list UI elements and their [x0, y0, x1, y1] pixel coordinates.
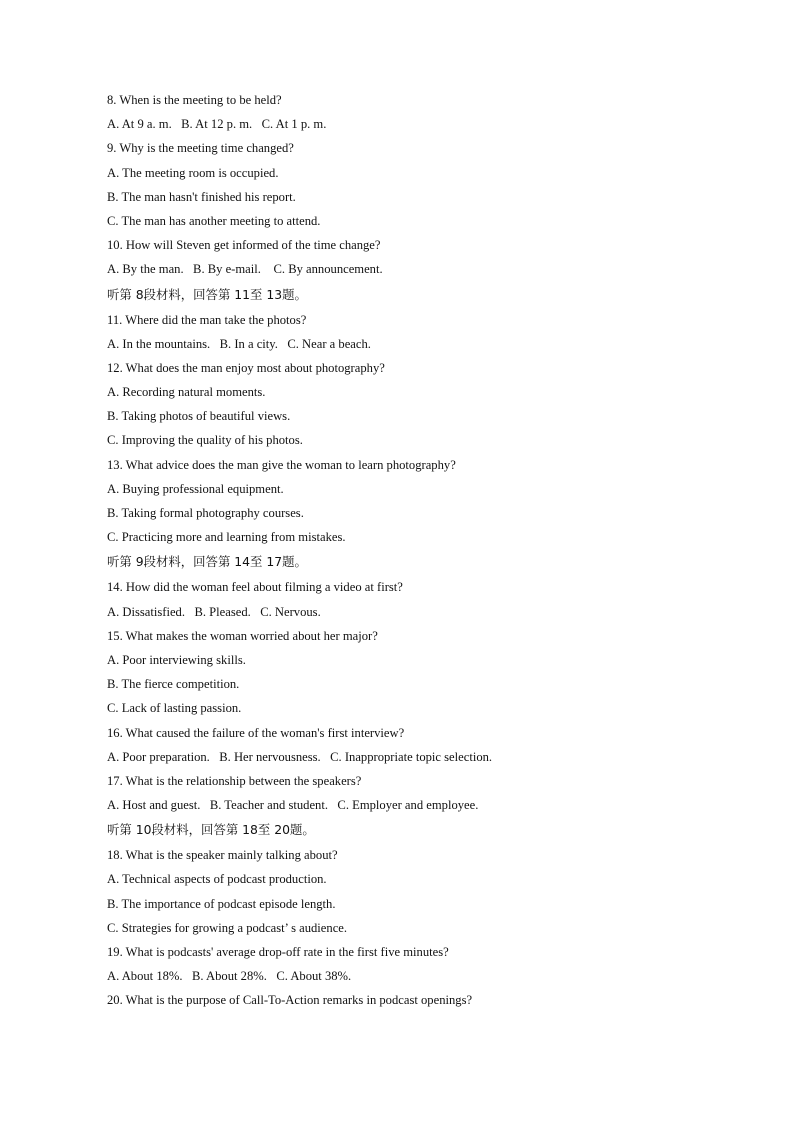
question-text: 19. What is podcasts' average drop-off rate in the first five minutes? [107, 945, 449, 959]
question-text: 10. How will Steven get informed of the time change? [107, 238, 381, 253]
answer-options: C. Lack of lasting passion. [107, 701, 242, 716]
question-text: 20. What is the purpose of Call-To-Action remarks in podcast openings? [107, 993, 473, 1008]
answer-options: C. The man has another meeting to attend. [107, 213, 321, 228]
answer-options: A. In the mountains. B. In a city. C. Near a beach. [107, 336, 371, 351]
answer-options: A. About 18%. B. About 28%. C. About 38%. [107, 969, 352, 984]
answer-options: C. Practicing more and learning from mistakes. [107, 530, 346, 545]
answer-options: C. Strategies for growing a podcast’ s audience. [107, 920, 348, 935]
question-text: 15. What makes the woman worried about her major? [107, 628, 378, 643]
answer-options: A. The meeting room is occupied. [107, 165, 279, 180]
question-text: 17. What is the relationship between the speakers? [107, 773, 362, 788]
answer-options: B. The fierce competition. [107, 677, 240, 692]
question-text: 11. Where did the man take the photos? [107, 312, 307, 327]
question-text: 16. What caused the failure of the woman's first interview? [107, 725, 405, 740]
answer-options: B. Taking photos of beautiful views. [107, 409, 291, 424]
section-heading: 听第 8段材料，回答第 11至 13题。 [107, 286, 307, 302]
answer-options: A. Dissatisfied. B. Pleased. C. Nervous. [107, 604, 321, 619]
section-heading: 听第 9段材料，回答第 14至 17题。 [107, 554, 307, 570]
answer-options: B. The man hasn't finished his report. [107, 189, 296, 204]
answer-options: A. Poor preparation. B. Her nervousness. C. Inappropriate topic selection. [107, 749, 493, 764]
question-text: 13. What advice does the man give the woman to learn photography? [107, 457, 456, 472]
question-text: 14. How did the woman feel about filming a video at first? [107, 580, 403, 595]
answer-options: A. Poor interviewing skills. [107, 652, 246, 667]
answer-options: A. Recording natural moments. [107, 385, 266, 400]
section-heading: 听第 10段材料，回答第 18至 20题。 [107, 822, 315, 838]
question-text: 18. What is the speaker mainly talking about? [107, 848, 338, 863]
answer-options: A. At 9 a. m. B. At 12 p. m. C. At 1 p. m. [107, 117, 327, 132]
question-text: 9. Why is the meeting time changed? [107, 141, 294, 156]
answer-options: B. The importance of podcast episode length. [107, 896, 336, 911]
answer-options: A. Host and guest. B. Teacher and student. C. Employer and employee. [107, 798, 479, 813]
question-text: 8. When is the meeting to be held? [107, 93, 282, 107]
answer-options: C. Improving the quality of his photos. [107, 433, 303, 448]
question-text: 12. What does the man enjoy most about photography? [107, 360, 385, 375]
answer-options: A. Technical aspects of podcast production. [107, 872, 327, 887]
question-list [107, 88, 747, 1013]
answer-options: A. By the man. B. By e-mail. C. By announcement. [107, 262, 383, 277]
answer-options: A. Buying professional equipment. [107, 481, 284, 496]
answer-options: B. Taking formal photography courses. [107, 506, 304, 520]
